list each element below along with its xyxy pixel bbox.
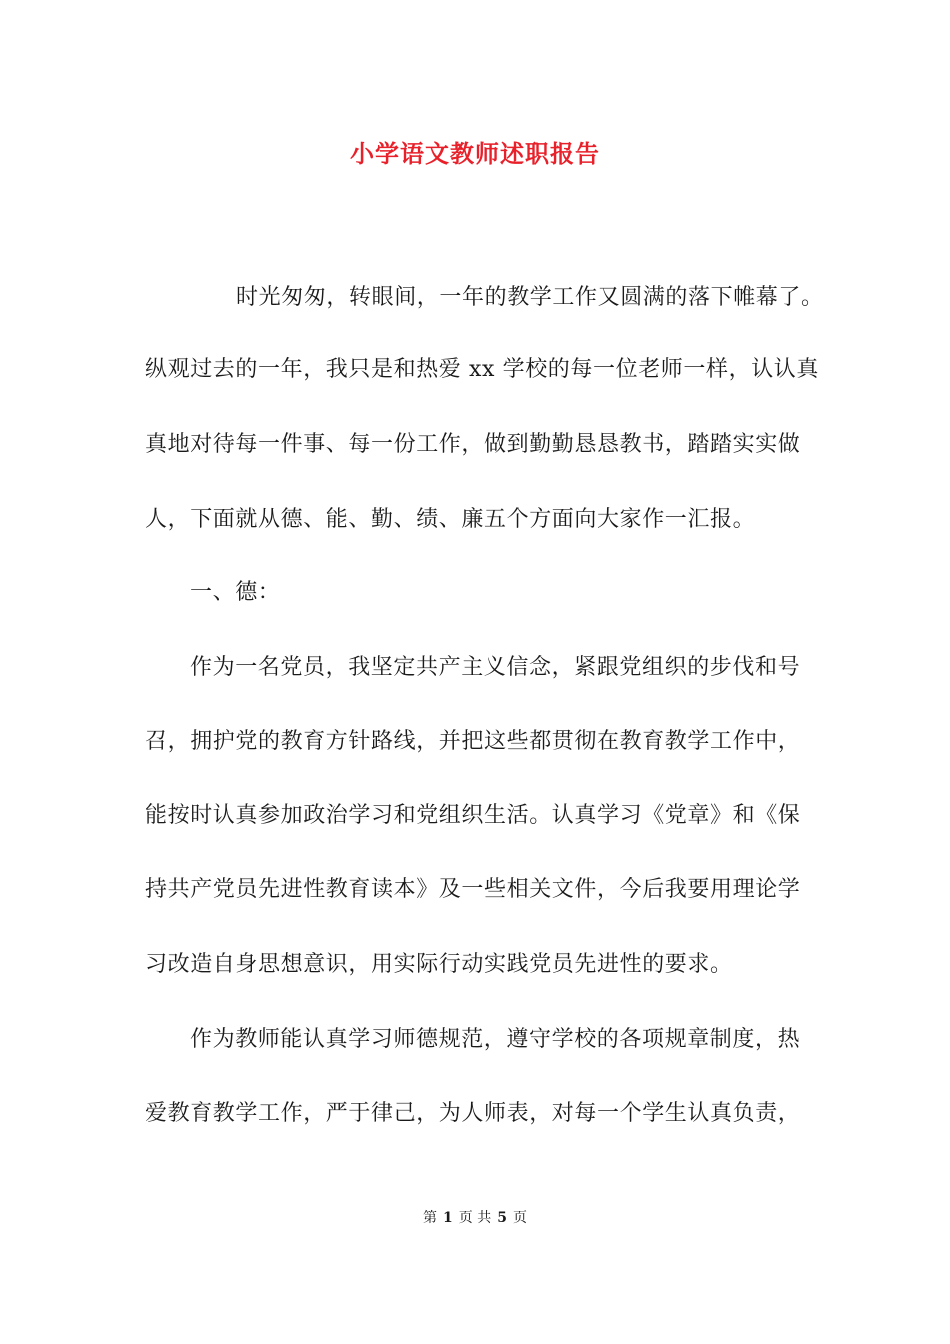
paragraph-line-7: 召，拥护党的教育方针路线，并把这些都贯彻在教育教学工作中， [145,729,801,754]
paragraph-line-4: 人，下面就从德、能、勤、绩、廉五个方面向大家作一汇报。 [145,507,756,532]
paragraph-line-6: 作为一名党员，我坚定共产主义信念，紧跟党组织的步伐和号 [190,655,801,680]
paragraph-line-1: 时光匆匆，转眼间，一年的教学工作又圆满的落下帷幕了。 [236,285,824,310]
paragraph-line-11: 作为教师能认真学习师德规范，遵守学校的各项规章制度，热 [190,1027,801,1052]
paragraph-line-3: 真地对待每一件事、每一份工作，做到勤勤恳恳教书，踏踏实实做 [145,432,801,457]
footer-middle: 页 共 [458,1210,492,1226]
footer-total-pages: 5 [497,1210,507,1226]
footer-prefix: 第 [423,1210,438,1226]
paragraph-line-8: 能按时认真参加政治学习和党组织生活。认真学习《党章》和《保 [145,803,801,828]
section-heading-de: 一、德： [190,580,281,605]
paragraph-line-12: 爱教育教学工作，严于律己，为人师表，对每一个学生认真负责， [145,1101,801,1126]
paragraph-line-10: 习改造自身思想意识，用实际行动实践党员先进性的要求。 [145,952,733,977]
footer-suffix: 页 [512,1210,527,1226]
page-footer [0,1208,950,1228]
paragraph-line-9: 持共产党员先进性教育读本》及一些相关文件，今后我要用理论学 [145,877,801,902]
paragraph-line-2: 纵观过去的一年，我只是和热爱 xx 学校的每一位老师一样，认认真 [145,357,820,382]
footer-page-number: 1 [443,1210,453,1226]
document-title: 小学语文教师述职报告 [350,139,600,168]
